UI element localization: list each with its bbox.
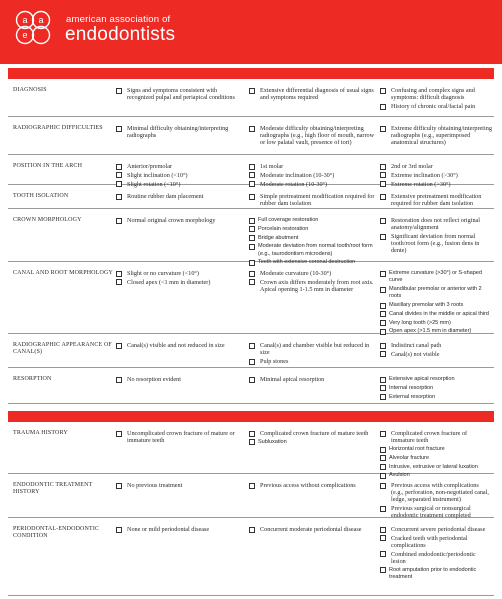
criterion-item: Slight rotation (<10°) (116, 181, 242, 188)
checkbox[interactable] (380, 311, 386, 317)
criterion-item: Closed apex (<1 mm in diameter) (116, 279, 242, 286)
col-low (116, 217, 242, 226)
criterion-item: Anterior/premolar (116, 163, 242, 170)
row-label: DIAGNOSIS (13, 87, 47, 93)
section-band-top (8, 68, 494, 79)
col-moderate (249, 430, 377, 448)
criterion-item: Simple pretreatment modification required for rubber dam isolation (249, 193, 377, 207)
col-high (380, 482, 492, 521)
col-moderate (249, 482, 377, 491)
criterion-item: Cracked teeth with periodontal complications (380, 535, 492, 549)
checkbox[interactable] (249, 377, 255, 383)
col-moderate (249, 125, 377, 148)
row-tooth-isolation (8, 185, 494, 209)
checkbox[interactable] (380, 377, 386, 383)
row-radiographic-appearance (8, 334, 494, 368)
criterion-item: No resorption evident (116, 376, 242, 383)
criterion-item: Open apex (>1.5 mm in diameter) (380, 328, 492, 335)
criterion-item: Teeth with extensive coronal destruction (249, 259, 377, 266)
criterion-item: Previous surgical or nonsurgical endodontic treatment completed (380, 505, 492, 519)
criterion-item: Crown axis differs moderately from root axis. Apical opening 1-1.5 mm in diameter (249, 279, 377, 293)
criterion-item: Very long tooth (>25 mm) (380, 320, 492, 327)
col-high (380, 217, 492, 256)
criterion-item: Previous access without complications (249, 482, 377, 489)
criterion-item: Significant deviation from normal tooth/root form (e.g., fusion dens in dente) (380, 233, 492, 255)
org-name-small: american association of (66, 14, 171, 25)
checkbox[interactable] (249, 439, 255, 445)
criterion-item: Extensive apical resorption (380, 376, 492, 383)
criterion-item: Root amputation prior to endodontic treatment (380, 567, 492, 581)
checkbox[interactable] (380, 303, 386, 309)
row-label: CANAL AND ROOT MORPHOLOGY (13, 270, 113, 276)
criterion-item: Slight or no curvature (<10°) (116, 270, 242, 277)
criterion-item: Mandibular premolar or anterior with 2 roots (380, 286, 492, 300)
criterion-item: Moderate deviation from normal tooth/root form (e.g., taurodontism microdens) (249, 243, 377, 257)
col-low (116, 270, 242, 288)
criterion-item: Moderate difficulty obtaining/interpreting radiographs (e.g., high floor of mouth, narrow or low palatal vault, presence of tori) (249, 125, 377, 147)
checkbox[interactable] (249, 279, 255, 285)
row-label: TOOTH ISOLATION (13, 193, 69, 199)
criterion-item: Indistinct canal path (380, 342, 492, 349)
checkbox[interactable] (380, 527, 386, 533)
col-moderate (249, 526, 377, 535)
criterion-item: Moderate rotation (10-30°) (249, 181, 377, 188)
criterion-item: Minimal apical resorption (249, 376, 377, 383)
col-moderate (249, 376, 377, 385)
criterion-item: Concurrent severe periodontal disease (380, 526, 492, 533)
criterion-item: 1st molar (249, 163, 377, 170)
checkbox[interactable] (380, 320, 386, 326)
criterion-item: Alveolar fracture (380, 455, 492, 462)
col-low (116, 430, 242, 446)
checkbox[interactable] (380, 431, 386, 437)
criterion-item: Uncomplicated crown fracture of mature or immature teeth (116, 430, 242, 444)
checkbox[interactable] (116, 279, 122, 285)
aae-logo-icon (15, 10, 59, 46)
criterion-item: Moderate inclination (10-30°) (249, 172, 377, 179)
criterion-item: Full coverage restoration (249, 217, 377, 224)
checkbox[interactable] (249, 126, 255, 132)
criterion-item: Previous access with complications (e.g., perforation, non-negotiated canal, ledge, separated instrument) (380, 482, 492, 504)
criterion-item: Internal resorption (380, 385, 492, 392)
criterion-item: Combined endodontic/periodontic lesion (380, 551, 492, 565)
checkbox[interactable] (116, 218, 122, 224)
checkbox[interactable] (249, 88, 255, 94)
row-label: CROWN MORPHOLOGY (13, 217, 82, 223)
checkbox[interactable] (380, 271, 386, 277)
criterion-item: Avulsion (380, 472, 492, 479)
checkbox[interactable] (380, 287, 386, 293)
row-diagnosis (8, 79, 494, 117)
checkbox[interactable] (380, 551, 386, 557)
criterion-item: Restoration does not reflect original anatomy/alignment (380, 217, 492, 231)
row-periodontal-endodontic (8, 518, 494, 596)
criterion-item: Extensive pretreatment modification required for rubber dam isolation (380, 193, 492, 207)
criterion-item: Canal divides in the middle or apical third (380, 311, 492, 318)
checkbox[interactable] (380, 351, 386, 357)
checkbox[interactable] (380, 343, 386, 349)
col-high (380, 193, 492, 209)
row-radiographic-difficulties (8, 117, 494, 155)
header-banner (0, 0, 502, 64)
section-band-bottom (8, 411, 494, 422)
criterion-item: Canal(s) not visible (380, 351, 492, 358)
checkbox[interactable] (380, 394, 386, 400)
criterion-item: Signs and symptoms consistent with recognized pulpal and periapical conditions (116, 87, 242, 101)
col-moderate (249, 193, 377, 209)
checkbox[interactable] (380, 567, 386, 573)
checkbox[interactable] (116, 164, 122, 170)
checkbox[interactable] (380, 447, 386, 453)
checkbox[interactable] (116, 194, 122, 200)
row-label: RADIOGRAPHIC DIFFICULTIES (13, 125, 103, 131)
row-label: PERIODONTAL-ENDODONTIC CONDITION (13, 526, 100, 540)
row-label: RADIOGRAPHIC APPEARANCE OF CANAL(S) (13, 342, 112, 356)
col-low (116, 526, 242, 535)
checkbox[interactable] (249, 194, 255, 200)
col-moderate (249, 217, 377, 268)
criterion-item: Complicated crown fracture of mature teeth (249, 430, 377, 437)
criterion-item: Complicated crown fracture of immature teeth (380, 430, 492, 444)
checkbox[interactable] (380, 464, 386, 470)
criterion-item: Concurrent moderate periodontal disease (249, 526, 377, 533)
checkbox[interactable] (249, 483, 255, 489)
checkbox[interactable] (116, 483, 122, 489)
col-high (380, 526, 492, 583)
criterion-item: Subluxation (249, 439, 377, 446)
col-low (116, 482, 242, 491)
checkbox[interactable] (249, 244, 255, 250)
checkbox[interactable] (380, 164, 386, 170)
checkbox[interactable] (249, 218, 255, 224)
criterion-item: Extensive differential diagnosis of usual signs and symptoms required (249, 87, 377, 101)
checkbox[interactable] (380, 506, 386, 512)
criterion-item: External resorption (380, 394, 492, 401)
checkbox[interactable] (116, 172, 122, 178)
checkbox[interactable] (249, 172, 255, 178)
criterion-item: Canal(s) visible and not reduced in size (116, 342, 242, 349)
checkbox[interactable] (116, 431, 122, 437)
col-high (380, 125, 492, 148)
criterion-item: Bridge abutment (249, 235, 377, 242)
checkbox[interactable] (249, 359, 255, 365)
checkbox[interactable] (380, 172, 386, 178)
row-position-in-arch (8, 155, 494, 188)
criterion-item: Porcelain restoration (249, 226, 377, 233)
col-low (116, 376, 242, 385)
checkbox[interactable] (380, 218, 386, 224)
checkbox[interactable] (380, 104, 386, 110)
col-low (116, 125, 242, 141)
row-trauma-history (8, 422, 494, 479)
criterion-item: Extreme curvature (>30°) or S-shaped curve (380, 270, 492, 284)
checkbox[interactable] (249, 271, 255, 277)
criterion-item: Maxillary premolar with 3 roots (380, 302, 492, 309)
row-endodontic-treatment-history (8, 474, 494, 518)
checkbox[interactable] (249, 431, 255, 437)
col-high (380, 87, 492, 112)
criterion-item: Routine rubber dam placement (116, 193, 242, 200)
col-moderate (249, 270, 377, 295)
checkbox[interactable] (116, 271, 122, 277)
row-label: RESORPTION (13, 376, 52, 382)
checkbox[interactable] (116, 377, 122, 383)
row-label: TRAUMA HISTORY (13, 430, 68, 436)
criterion-item: Minimal difficulty obtaining/interpreting radiographs (116, 125, 242, 139)
svg-text:e: e (22, 30, 28, 40)
svg-text:a: a (22, 15, 28, 25)
checkbox[interactable] (380, 234, 386, 240)
row-resorption (8, 368, 494, 404)
criterion-item: Extreme difficulty obtaining/interpreting radiographs (e.g., superimposed anatomical structures) (380, 125, 492, 147)
col-high (380, 270, 492, 337)
criterion-item: Horizontal root fracture (380, 446, 492, 453)
criterion-item: No previous treatment (116, 482, 242, 489)
checkbox[interactable] (249, 527, 255, 533)
row-label: ENDODONTIC TREATMENT HISTORY (13, 482, 93, 496)
criterion-item: 2nd or 3rd molar (380, 163, 492, 170)
criterion-item: Moderate curvature (10-30°) (249, 270, 377, 277)
col-low (116, 87, 242, 103)
svg-text:a: a (38, 15, 44, 25)
checkbox[interactable] (380, 535, 386, 541)
col-low (116, 342, 242, 351)
col-high (380, 376, 492, 402)
checkbox[interactable] (380, 88, 386, 94)
checkbox[interactable] (116, 343, 122, 349)
checkbox[interactable] (249, 343, 255, 349)
criterion-item: Confusing and complex signs and symptoms: difficult diagnosis (380, 87, 492, 101)
criterion-item: Slight inclination (<10°) (116, 172, 242, 179)
row-crown-morphology (8, 209, 494, 266)
criterion-item: Intrusive, extrusive or lateral luxation (380, 464, 492, 471)
checkbox[interactable] (380, 455, 386, 461)
checkbox[interactable] (249, 235, 255, 241)
criterion-item: Extreme rotation (>30°) (380, 181, 492, 188)
checkbox[interactable] (116, 88, 122, 94)
checkbox[interactable] (380, 194, 386, 200)
checkbox[interactable] (380, 126, 386, 132)
col-low (116, 193, 242, 202)
org-name-big: endodontists (65, 24, 176, 45)
checkbox[interactable] (116, 126, 122, 132)
criterion-item: History of chronic oral/facial pain (380, 103, 492, 110)
criterion-item: Pulp stones (249, 358, 377, 365)
col-high (380, 342, 492, 360)
checkbox[interactable] (380, 385, 386, 391)
row-canal-root-morphology (8, 262, 494, 334)
criterion-item: Extreme inclination (>30°) (380, 172, 492, 179)
criterion-item: None or mild periodontal disease (116, 526, 242, 533)
col-moderate (249, 87, 377, 103)
checkbox[interactable] (116, 527, 122, 533)
row-label: POSITION IN THE ARCH (13, 163, 83, 169)
criterion-item: Normal original crown morphology (116, 217, 242, 224)
checkbox[interactable] (249, 226, 255, 232)
checkbox[interactable] (249, 164, 255, 170)
col-moderate (249, 342, 377, 367)
checkbox[interactable] (380, 483, 386, 489)
criterion-item: Canal(s) and chamber visible but reduced in size (249, 342, 377, 356)
